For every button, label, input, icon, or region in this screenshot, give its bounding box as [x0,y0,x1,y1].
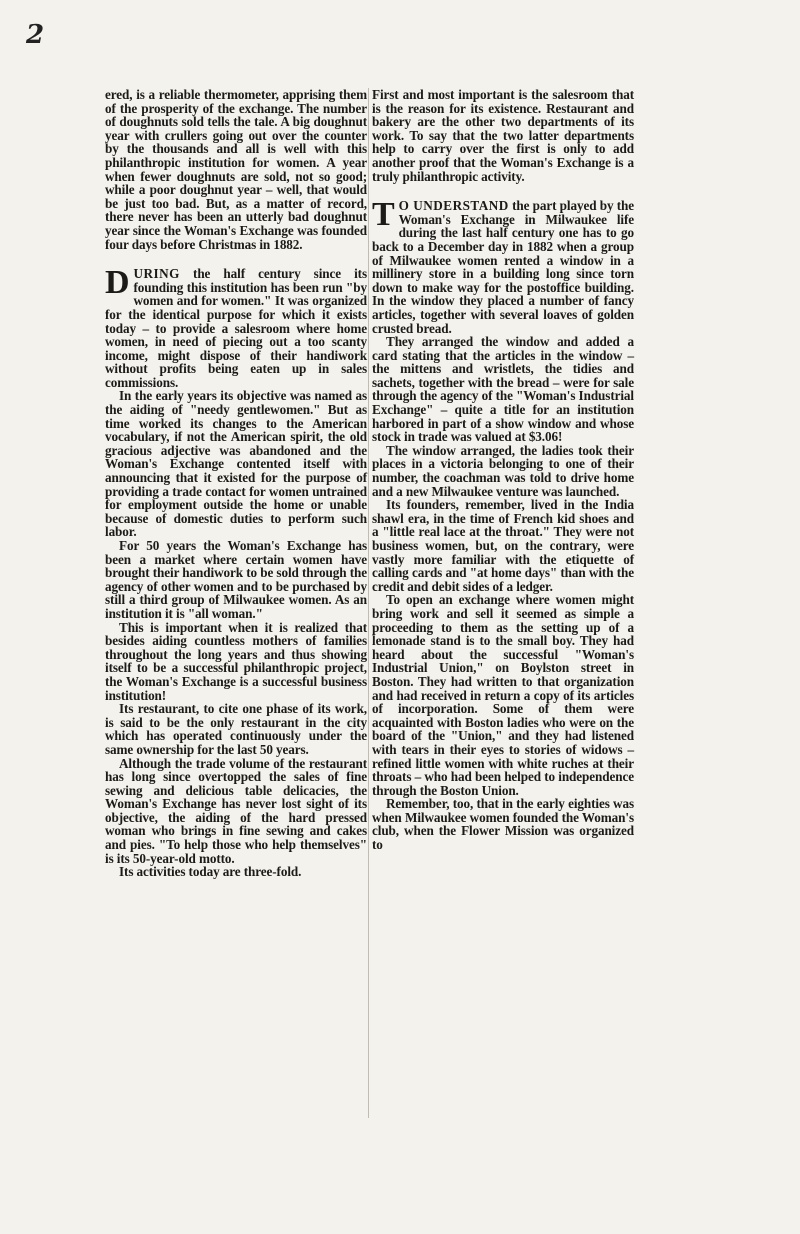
right-column [372,88,634,852]
left-paragraph-2 [105,264,367,390]
page-number: 2 [26,20,45,50]
lead-caps: O UNDERSTAND [398,198,509,214]
drop-cap-t: T [372,196,395,234]
left-column [105,88,367,879]
left-paragraph-8: Its activities today are three-fold. [119,864,302,880]
left-paragraph-6: Its restaurant, to cite one phase of its work, is said to be the only restaurant in the city which has operated continuously under the same ownership for the last 50 years. [105,701,367,757]
right-paragraph-2 [372,196,634,336]
left-paragraph-4: For 50 years the Woman's Exchange has been a market where certain women have brought their handiwork to be sold through the agency of other women and to be purchased by still a third group of Milwaukee women. As an institution it is "all woman." [105,538,367,621]
right-paragraph-3: They arranged the window and added a card stating that the articles in the window – the mittens and wristlets, the tidies and sachets, together with the bread – were for sale through the agency of the "Woman's Industrial Exchange" – quite a title for an institution harbored in part of a show window and whose stock in trade was valued at $3.06! [372,334,634,445]
right-paragraph-6: To open an exchange where women might bring work and sell it seemed as simple a proceeding to them as the setting up of a lemonade stand is to the small boy. They had heard about the successful "Woman's Industrial Union," on Boylston street in Boston. They had written to that organization and had received in return a copy of its articles of incorporation. Some of them were acquainted with Boston ladies who were on the board of the "Union," and they had listened with tears in their eyes to stories of widows – refined little women with white ruches at their throats – who had been helped to independence through the Boston Union. [372,592,634,798]
left-paragraph-5: This is important when it is realized that besides aiding countless mothers of families throughout the long years and thus showing itself to be a successful philanthropic project, the Woman's Exchange is a successful business institution! [105,619,367,703]
right-paragraph-1: First and most important is the salesroom that is the reason for its existence. Restaurant and bakery are the other two departments of its work. To say that the two latter departments help to carry over the first is only to add another proof that the Woman's Exchange is a truly philanthropic activity. [372,87,634,184]
left-paragraph-3: In the early years its objective was named as the aiding of "needy gentlewomen." But as time worked its changes to the American vocabulary, if not the American spirit, the old gracious adjective was abandoned and the Woman's Exchange contented itself with announcing that it existed for the purpose of providing a trade contact for women untrained for employment outside the home or unable because of domestic duties to perform such labor. [105,388,367,540]
drop-cap-d: D [105,264,130,302]
left-paragraph-2-text: the half century since its founding this institution has been run "by women and for women." It was organized for the identical purpose for which it exists today – to provide a salesroom where home women, in need of piecing out a too scanty income, might dispose of their handiwork without profits being eaten up in sales commissions. [105,266,367,390]
right-paragraph-2-text: the part played by the Woman's Exchange in Milwaukee life during the last half century one has to go back to a December day in 1882 when a group of Milwaukee women rented a window in a millinery store in a building long since torn down to make way for the postoffice building. In the window they placed a number of fancy articles, together with several loaves of golden crusted bread. [372,198,634,336]
left-paragraph-1: ered, is a reliable thermometer, apprising them of the prosperity of the exchange. The number of doughnuts sold tells the tale. A big doughnut year with crullers going out over the counter by the thousands and all is well with this philanthropic institution for women. A year when fewer doughnuts are sold, not so good; while a poor doughnut year – well, that would be just too bad. But, as a matter of record, there never has been an utterly bad doughnut year since the Woman's Exchange was founded four days before Christmas in 1882. [105,87,367,252]
lead-caps: URING [133,266,180,282]
right-paragraph-4: The window arranged, the ladies took their places in a victoria belonging to one of their number, the coachman was told to drive home and a new Milwaukee venture was launched. [372,442,634,499]
column-divider [368,88,369,1118]
right-paragraph-7: Remember, too, that in the early eighties was when Milwaukee women founded the Woman's club, when the Flower Mission was organized to [372,796,634,853]
right-paragraph-5: Its founders, remember, lived in the India shawl era, in the time of French kid shoes and a "little real lace at the throat." They were not business women, but, on the contrary, were vastly more familiar with the etiquette of calling cards and "at home days" than with the credit and debit sides of a ledger. [372,497,634,594]
left-paragraph-7: Although the trade volume of the restaurant has long since overtopped the sales of fine sewing and delicious table delicacies, the Woman's Exchange has never lost sight of its objective, the aiding of the hard pressed woman who brings in fine sewing and cakes and pies. "To help those who help themselves" is its 50-year-old motto. [105,755,367,866]
